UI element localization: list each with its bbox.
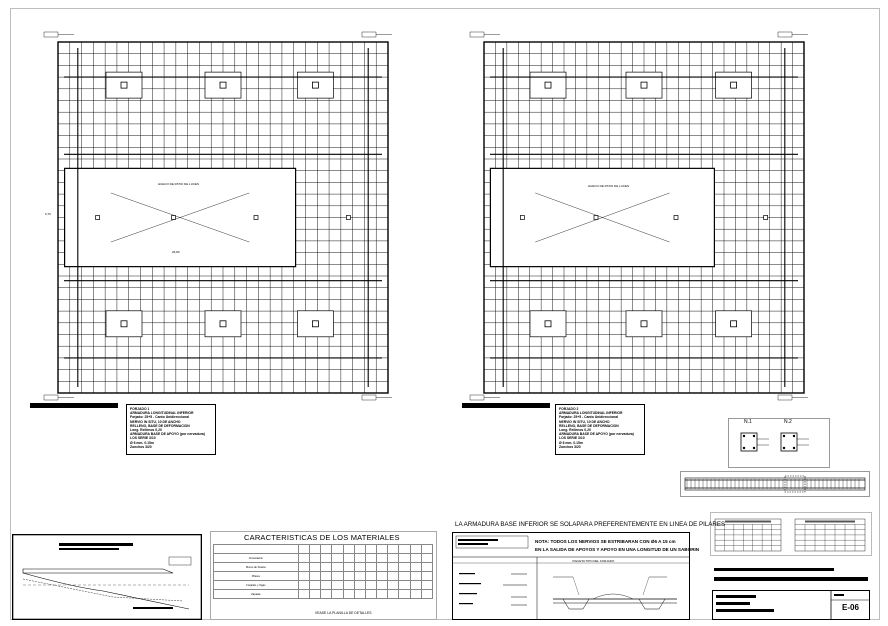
column bbox=[731, 321, 737, 327]
dimension-left-vertical: 6,70 bbox=[45, 212, 51, 216]
floor-plan-left bbox=[40, 30, 400, 405]
materials-row-label: Muros de Sotano bbox=[214, 563, 299, 572]
rebar-table-header bbox=[805, 521, 855, 523]
title-bar-1 bbox=[714, 568, 834, 571]
column bbox=[312, 321, 318, 327]
column bbox=[594, 216, 598, 220]
floor-plan-left-drawing bbox=[40, 30, 400, 405]
axis-tag bbox=[44, 32, 58, 37]
title-bar-2 bbox=[714, 577, 868, 581]
floor-plan-right-drawing bbox=[466, 30, 816, 405]
floor-plan-right bbox=[466, 30, 816, 405]
column bbox=[220, 321, 226, 327]
materials-row-label: Forjados y Vigas bbox=[214, 581, 299, 590]
plan-title-bar-left bbox=[30, 403, 118, 408]
column bbox=[220, 82, 226, 88]
materials-row-label: Pilares bbox=[214, 572, 299, 581]
beam-elevation-drawing bbox=[681, 472, 869, 496]
dimension-left-horizontal: 26,80 bbox=[172, 250, 180, 254]
column bbox=[96, 216, 100, 220]
rib-detail-drawing bbox=[453, 533, 689, 619]
section-n1-label: N.1 bbox=[744, 419, 752, 425]
column bbox=[172, 216, 176, 220]
column bbox=[731, 82, 737, 88]
rib-detail-title: VIGUETA TIPO DEL FORJADO bbox=[572, 559, 615, 563]
materials-title: CARACTERISTICAS DE LOS MATERIALES bbox=[244, 533, 400, 542]
column bbox=[254, 216, 258, 220]
main-note: LA ARMADURA BASE INFERIOR SE SOLAPARA PREFERENTEMENTE EN LINEA DE PILARES bbox=[455, 521, 726, 528]
axis-tag bbox=[362, 32, 376, 37]
materials-table bbox=[213, 544, 433, 599]
axis-tag bbox=[778, 32, 792, 37]
materials-panel bbox=[210, 531, 437, 620]
sheet-code: E-06 bbox=[842, 603, 859, 612]
axis-tag bbox=[470, 395, 484, 400]
plan-title-bar-right bbox=[462, 403, 550, 408]
beam-elevation-panel bbox=[680, 471, 870, 497]
rebar-tables-drawing bbox=[711, 513, 871, 555]
column bbox=[121, 82, 127, 88]
column bbox=[674, 216, 678, 220]
axis-tag bbox=[778, 395, 792, 400]
wall-section-drawing bbox=[13, 535, 201, 619]
materials-row-label: Cimentacion bbox=[214, 554, 299, 563]
column bbox=[764, 216, 768, 220]
axis-tag bbox=[362, 395, 376, 400]
column bbox=[520, 216, 524, 220]
column bbox=[641, 82, 647, 88]
rib-note-line2: EN LA SALIDA DE APOYOS Y APOYO EN UNA LONGITUD DE UN SABORIN bbox=[535, 547, 700, 552]
axis-tag bbox=[470, 32, 484, 37]
section-details-panel bbox=[728, 418, 830, 468]
column bbox=[121, 321, 127, 327]
column bbox=[346, 216, 350, 220]
materials-footnote: VEASE LA PLANILLA DE DETALLES bbox=[315, 611, 372, 615]
rebar-tables-panel bbox=[710, 512, 872, 556]
void-label-left: HUECO DE PATIO DE LUCES bbox=[158, 182, 200, 186]
column bbox=[312, 82, 318, 88]
column bbox=[545, 321, 551, 327]
column bbox=[545, 82, 551, 88]
forjado-note-left: FORJADO 1 ARMADURA LONGITUDINAL INFERIOR Forjado: 25+5 - Canto Unidireccional NERVIO IN SITU, 10 DE ANCHO RELLENO, BASE DE DEFORMACION Long. Rellenos 0,20 ARMADURA BASE DE APOYO (por nervadura) LOS SERIE 3/10 Ø 6 mm. 0.15m Zunchos 3/20 bbox=[126, 404, 216, 455]
rib-note-line1: NOTA: TODOS LOS NERVIOS SE ESTRIBARAN CON Ø6 A 15 cm bbox=[535, 539, 676, 544]
forjado-note-right: FORJADO 2 ARMADURA LONGITUDINAL INFERIOR Forjado: 25+5 - Canto Unidireccional NERVIO IN SITU, 10 DE ANCHO RELLENO, BASE DE DEFORMACION Long. Rellenos 0,20 ARMADURA BASE DE APOYO (por nervadura) LOS SERIE 3/10 Ø 6 mm. 0.15m Zunchos 3/20 bbox=[555, 404, 645, 455]
wall-section-panel bbox=[12, 534, 202, 620]
rebar-table-header bbox=[725, 521, 771, 523]
materials-row-label: Zapatas bbox=[214, 590, 299, 599]
section-details-drawing bbox=[729, 419, 829, 467]
rib-detail-panel bbox=[452, 532, 690, 620]
void-label-right: HUECO DE PATIO DE LUCES bbox=[588, 184, 630, 188]
section-n2-label: N.2 bbox=[784, 419, 792, 425]
column bbox=[641, 321, 647, 327]
axis-tag bbox=[44, 395, 58, 400]
